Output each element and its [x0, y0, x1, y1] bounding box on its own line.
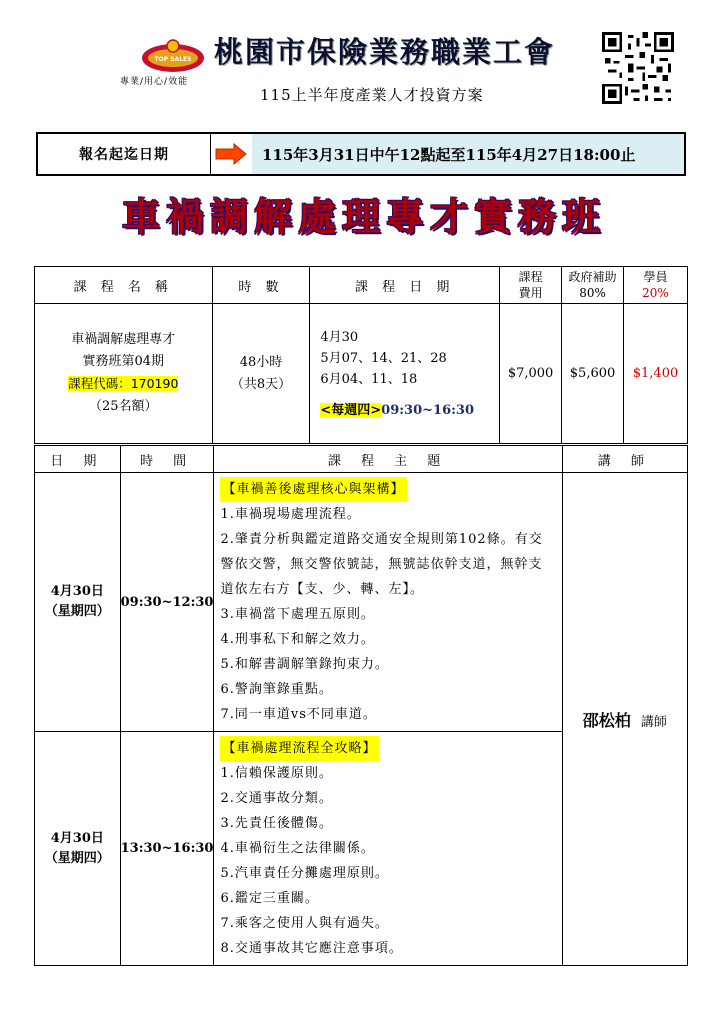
list-item: 4.車禍衍生之法律關係。: [220, 841, 375, 856]
session-topics: [214, 732, 562, 966]
session-weekday: （星期四）: [44, 604, 110, 619]
subsidy-value: $5,600: [562, 304, 624, 444]
list-item: 1.信賴保護原則。: [220, 766, 333, 781]
topic-title: 【車禍善後處理核心與架構】: [220, 477, 406, 502]
session-weekday: （星期四）: [44, 850, 110, 866]
date-line-2: 5月07、14、21、28: [320, 350, 447, 366]
fee-value: $7,000: [500, 304, 562, 444]
header-subsidy: [562, 267, 624, 304]
header-time: 時 間: [120, 446, 214, 473]
list-item: 3.先責任後體傷。: [220, 816, 333, 831]
session-time: 13:30~16:30: [120, 732, 214, 966]
course-title: 車禍調解處理專才實務班: [121, 194, 606, 239]
header-student: [624, 267, 688, 304]
schedule-table: [34, 445, 688, 966]
hours-cell: [212, 304, 310, 444]
student-pct: 20%: [642, 286, 669, 300]
session-time: 09:30~12:30: [120, 473, 214, 732]
course-code: 課程代碼：170190: [68, 376, 179, 391]
session-date-cell: [35, 473, 121, 732]
session-date: 4月30日: [50, 830, 104, 846]
session-date: 4月30日: [50, 584, 104, 599]
days-value: （共8天）: [230, 376, 292, 392]
logo-text: TOP SALES: [154, 56, 192, 63]
registration-box: [36, 132, 686, 176]
hours-value: 48小時: [239, 354, 283, 370]
list-item: 4.刑事私下和解之效力。: [220, 632, 375, 647]
header-hours: 時 數: [212, 267, 310, 304]
list-item: 1.車禍現場處理流程。: [220, 507, 361, 522]
union-logo: [140, 36, 206, 76]
subsidy-pct: 80%: [579, 286, 606, 300]
slogan: 專業/用心/效能: [120, 77, 189, 87]
teacher-title: 講師: [640, 714, 667, 730]
teacher-name: 邵松柏: [582, 710, 631, 730]
header-course-name: 課 程 名 稱: [35, 267, 213, 304]
header-student-label: 學員: [643, 270, 668, 284]
list-item: 2.交通事故分類。: [220, 791, 333, 806]
list-item: 5.和解書調解筆錄拘束力。: [220, 657, 389, 672]
header-teacher: 講 師: [562, 446, 687, 473]
course-info-table: [34, 266, 688, 444]
registration-dates: 115年3月31日中午12點起至115年4月27日18:00止: [252, 134, 684, 174]
list-item: 3.車禍當下處理五原則。: [220, 607, 375, 622]
plan-subtitle: 115上半年度產業人才投資方案: [260, 86, 484, 104]
date-line-3: 6月04、11、18: [320, 371, 418, 387]
topic-title: 【車禍處理流程全攻略】: [220, 736, 378, 761]
header-fee: 課程 費用: [500, 267, 562, 304]
list-item: 6.鑑定三重關。: [220, 891, 319, 906]
date-line-1: 4月30: [320, 329, 359, 345]
course-name-cell: [35, 304, 213, 444]
header-topic: 課 程 主 題: [214, 446, 562, 473]
list-item: 8.交通事故其它應注意事項。: [220, 941, 403, 956]
dates-cell: [310, 304, 500, 444]
session-topics: [214, 473, 562, 732]
teacher-cell: [562, 473, 687, 966]
header-subsidy-label: 政府補助: [568, 270, 617, 284]
table-row: [35, 473, 688, 732]
org-name: 桃園市保險業務職業工會: [214, 35, 556, 69]
session-date-cell: [35, 732, 121, 966]
list-item: 5.汽車責任分攤處理原則。: [220, 866, 389, 881]
list-item: 6.警詢筆錄重點。: [220, 682, 333, 697]
weekly-tag: <每週四>: [320, 402, 382, 418]
registration-label: 報名起迄日期: [38, 134, 211, 174]
qr-code-icon: [602, 32, 674, 104]
arrow-right-icon: [214, 142, 248, 166]
course-name-line2: 實務班第04期: [82, 354, 165, 369]
student-fee-value: $1,400: [624, 304, 688, 444]
course-name-line1: 車禍調解處理專才: [71, 332, 176, 347]
course-quota: （25名額）: [89, 399, 158, 414]
list-item: 2.肇責分析與鑑定道路交通安全規則第102條。有交警依交警，無交警依號誌，無號誌依幹支道，無幹支道依左右方【支、少、轉、左】。: [220, 532, 543, 597]
list-item: 7.乘客之使用人與有過失。: [220, 916, 389, 931]
list-item: 7.同一車道vs不同車道。: [220, 707, 377, 722]
header-date: 日 期: [35, 446, 121, 473]
weekly-time: 09:30~16:30: [381, 402, 475, 418]
header-course-dates: 課 程 日 期: [310, 267, 500, 304]
